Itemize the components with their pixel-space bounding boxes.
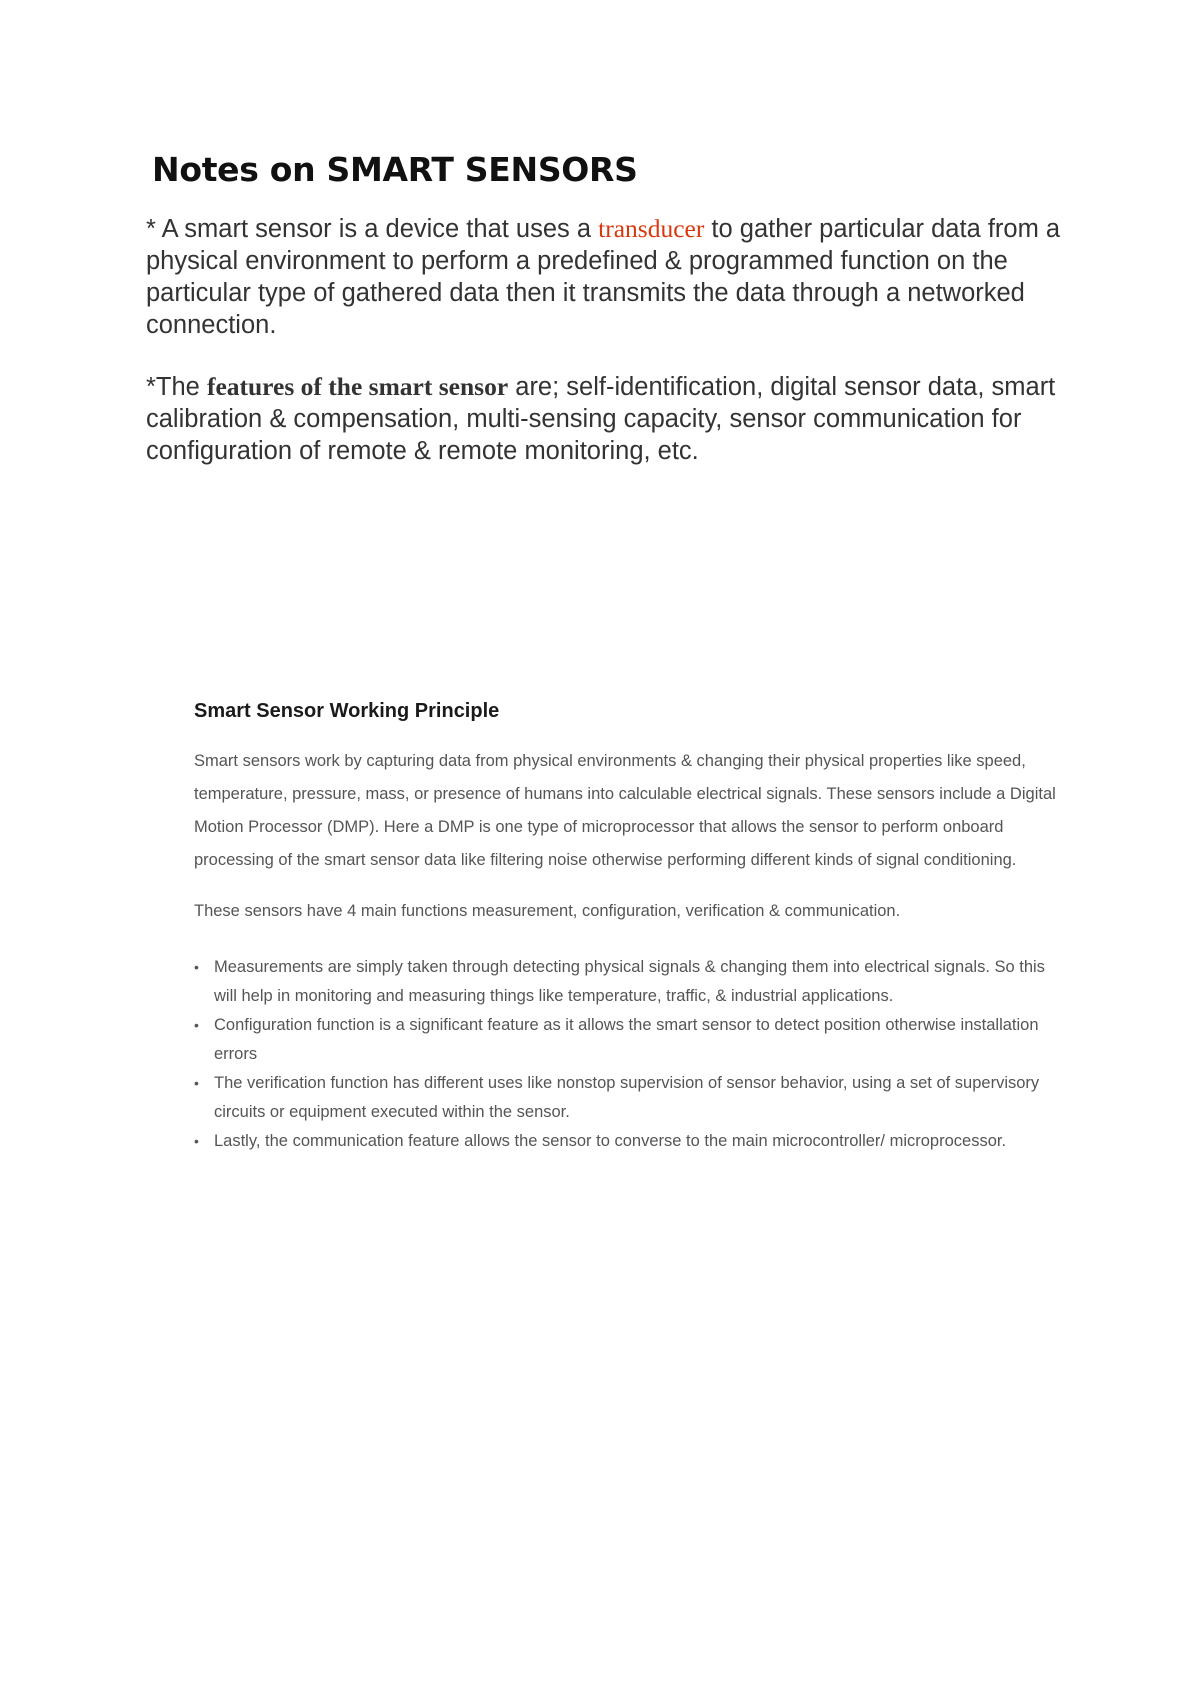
article-heading: Smart Sensor Working Principle: [194, 700, 500, 722]
list-item: [194, 1011, 1064, 1069]
definition-suffix: to gather particular data from a physical environment to perform a predefined & programmed function on the particular type of gathered data then it transmits the data through a networked connection.: [146, 215, 1061, 339]
definition-paragraph: [146, 213, 1081, 341]
list-item: [194, 953, 1064, 1011]
list-item-text: Lastly, the communication feature allows the sensor to converse to the main microcontroller/ microprocessor.: [214, 1132, 1007, 1150]
functions-list: [194, 953, 1064, 1156]
list-item-text: Configuration function is a significant feature as it allows the smart sensor to detect position otherwise installation errors: [214, 1016, 1039, 1063]
list-item: [194, 1069, 1064, 1127]
features-emphasis: features of the smart sensor: [206, 372, 509, 401]
embedded-article: [194, 700, 1064, 1156]
bullet-icon: •: [194, 1133, 199, 1149]
transducer-term: transducer: [598, 214, 705, 243]
list-item-text: The verification function has different uses like nonstop supervision of sensor behavior, using a set of supervisory circuits or equipment executed within the sensor.: [214, 1074, 1040, 1121]
definition-prefix: * A smart sensor is a device that uses a: [146, 215, 599, 243]
features-suffix: are; self-identification, digital sensor data, smart calibration & compensation, multi-sensing capacity, sensor communication for configuration of remote & remote monitoring, etc.: [146, 373, 1056, 465]
features-prefix: *The: [146, 373, 207, 401]
article-body: Smart sensors work by capturing data from physical environments & changing their physical properties like speed, temperature, pressure, mass, or presence of humans into calculable electrical signals. These sensors include a Digital Motion Processor (DMP). Here a DMP is one type of microprocessor that allows the sensor to perform onboard processing of the smart sensor data like filtering noise otherwise performing different kinds of signal conditioning.: [194, 752, 1056, 869]
list-item: [194, 1127, 1064, 1156]
list-item-text: Measurements are simply taken through detecting physical signals & changing them into electrical signals. So this will help in monitoring and measuring things like temperature, traffic, & industrial applications.: [214, 958, 1045, 1005]
bullet-icon: •: [194, 959, 199, 975]
features-paragraph: [146, 371, 1081, 467]
article-summary: These sensors have 4 main functions measurement, configuration, verification & communication.: [194, 902, 901, 920]
bullet-icon: •: [194, 1075, 199, 1091]
bullet-icon: •: [194, 1017, 199, 1033]
page-title: Notes on SMART SENSORS: [152, 150, 638, 189]
